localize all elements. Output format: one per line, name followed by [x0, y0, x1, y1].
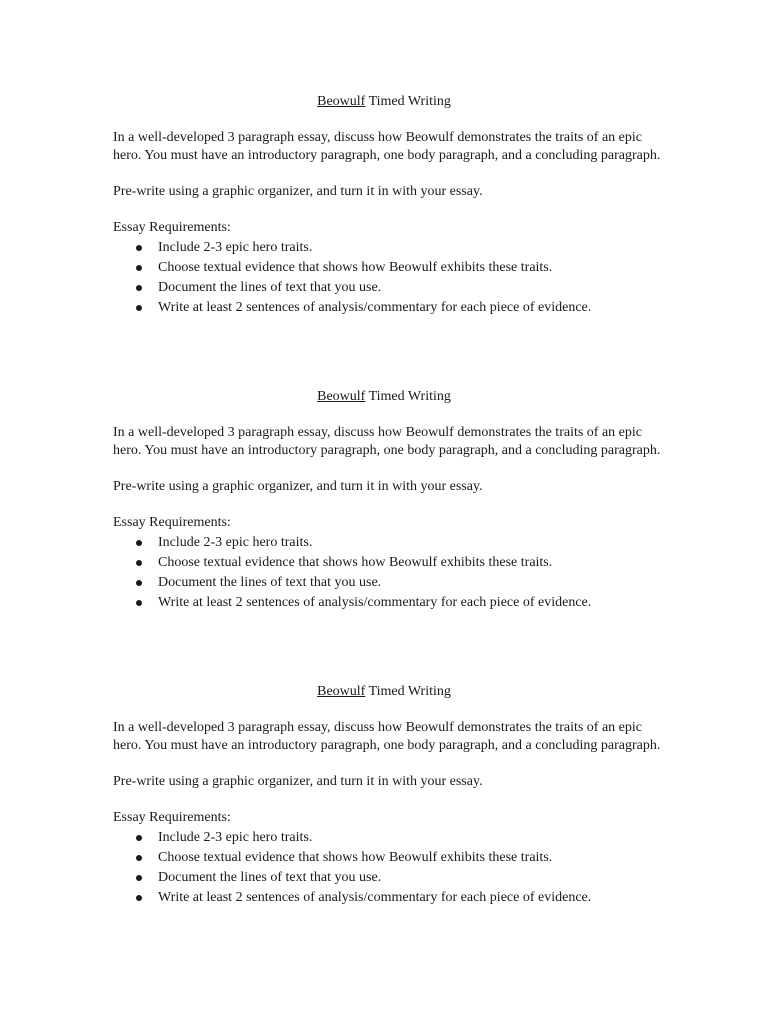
- requirement-text: Include 2-3 epic hero traits.: [158, 240, 313, 255]
- requirement-item: [113, 278, 673, 298]
- requirement-item: [113, 593, 673, 613]
- requirement-item: [113, 258, 673, 278]
- title-book-name: Beowulf: [317, 94, 366, 109]
- requirements-label: Essay Requirements:: [113, 220, 231, 235]
- requirement-text: Choose textual evidence that shows how Beowulf exhibits these traits.: [158, 850, 553, 865]
- requirement-text: Include 2-3 epic hero traits.: [158, 535, 313, 550]
- title-suffix: Timed Writing: [365, 684, 451, 699]
- section-title: [113, 93, 655, 111]
- bullet-icon: [136, 285, 142, 291]
- bullet-icon: [136, 540, 142, 546]
- title-suffix: Timed Writing: [365, 389, 451, 404]
- requirements-list: [113, 533, 673, 613]
- intro-paragraph: In a well-developed 3 paragraph essay, discuss how Beowulf demonstrates the traits of an epic hero. You must have an introductory paragraph, one body paragraph, and a concluding paragraph.: [113, 720, 661, 753]
- requirement-text: Choose textual evidence that shows how Beowulf exhibits these traits.: [158, 260, 553, 275]
- requirements-label: Essay Requirements:: [113, 810, 231, 825]
- title-suffix: Timed Writing: [365, 94, 451, 109]
- requirement-text: Choose textual evidence that shows how Beowulf exhibits these traits.: [158, 555, 553, 570]
- requirement-text: Document the lines of text that you use.: [158, 870, 382, 885]
- bullet-icon: [136, 835, 142, 841]
- bullet-icon: [136, 580, 142, 586]
- requirement-item: [113, 298, 673, 318]
- requirement-item: [113, 573, 673, 593]
- section-title: [113, 388, 655, 406]
- assignment-section: [113, 683, 673, 908]
- assignment-section: [113, 388, 673, 613]
- requirement-text: Document the lines of text that you use.: [158, 280, 382, 295]
- bullet-icon: [136, 265, 142, 271]
- requirement-text: Document the lines of text that you use.: [158, 575, 382, 590]
- requirement-item: [113, 553, 673, 573]
- intro-paragraph: In a well-developed 3 paragraph essay, discuss how Beowulf demonstrates the traits of an epic hero. You must have an introductory paragraph, one body paragraph, and a concluding paragraph.: [113, 425, 661, 458]
- requirement-item: [113, 868, 673, 888]
- bullet-icon: [136, 855, 142, 861]
- title-book-name: Beowulf: [317, 389, 366, 404]
- bullet-icon: [136, 600, 142, 606]
- bullet-icon: [136, 895, 142, 901]
- requirement-item: [113, 828, 673, 848]
- requirements-label: Essay Requirements:: [113, 515, 231, 530]
- requirements-list: [113, 828, 673, 908]
- intro-paragraph: In a well-developed 3 paragraph essay, discuss how Beowulf demonstrates the traits of an epic hero. You must have an introductory paragraph, one body paragraph, and a concluding paragraph.: [113, 130, 661, 163]
- prewrite-paragraph: Pre-write using a graphic organizer, and turn it in with your essay.: [113, 774, 483, 789]
- requirement-text: Write at least 2 sentences of analysis/commentary for each piece of evidence.: [158, 595, 592, 610]
- requirement-item: [113, 238, 673, 258]
- prewrite-paragraph: Pre-write using a graphic organizer, and turn it in with your essay.: [113, 184, 483, 199]
- bullet-icon: [136, 245, 142, 251]
- bullet-icon: [136, 875, 142, 881]
- bullet-icon: [136, 305, 142, 311]
- requirements-list: [113, 238, 673, 318]
- requirement-item: [113, 888, 673, 908]
- bullet-icon: [136, 560, 142, 566]
- requirement-text: Write at least 2 sentences of analysis/commentary for each piece of evidence.: [158, 890, 592, 905]
- requirement-item: [113, 533, 673, 553]
- title-book-name: Beowulf: [317, 684, 366, 699]
- requirement-text: Write at least 2 sentences of analysis/commentary for each piece of evidence.: [158, 300, 592, 315]
- prewrite-paragraph: Pre-write using a graphic organizer, and turn it in with your essay.: [113, 479, 483, 494]
- assignment-section: [113, 93, 673, 318]
- requirement-text: Include 2-3 epic hero traits.: [158, 830, 313, 845]
- requirement-item: [113, 848, 673, 868]
- section-title: [113, 683, 655, 701]
